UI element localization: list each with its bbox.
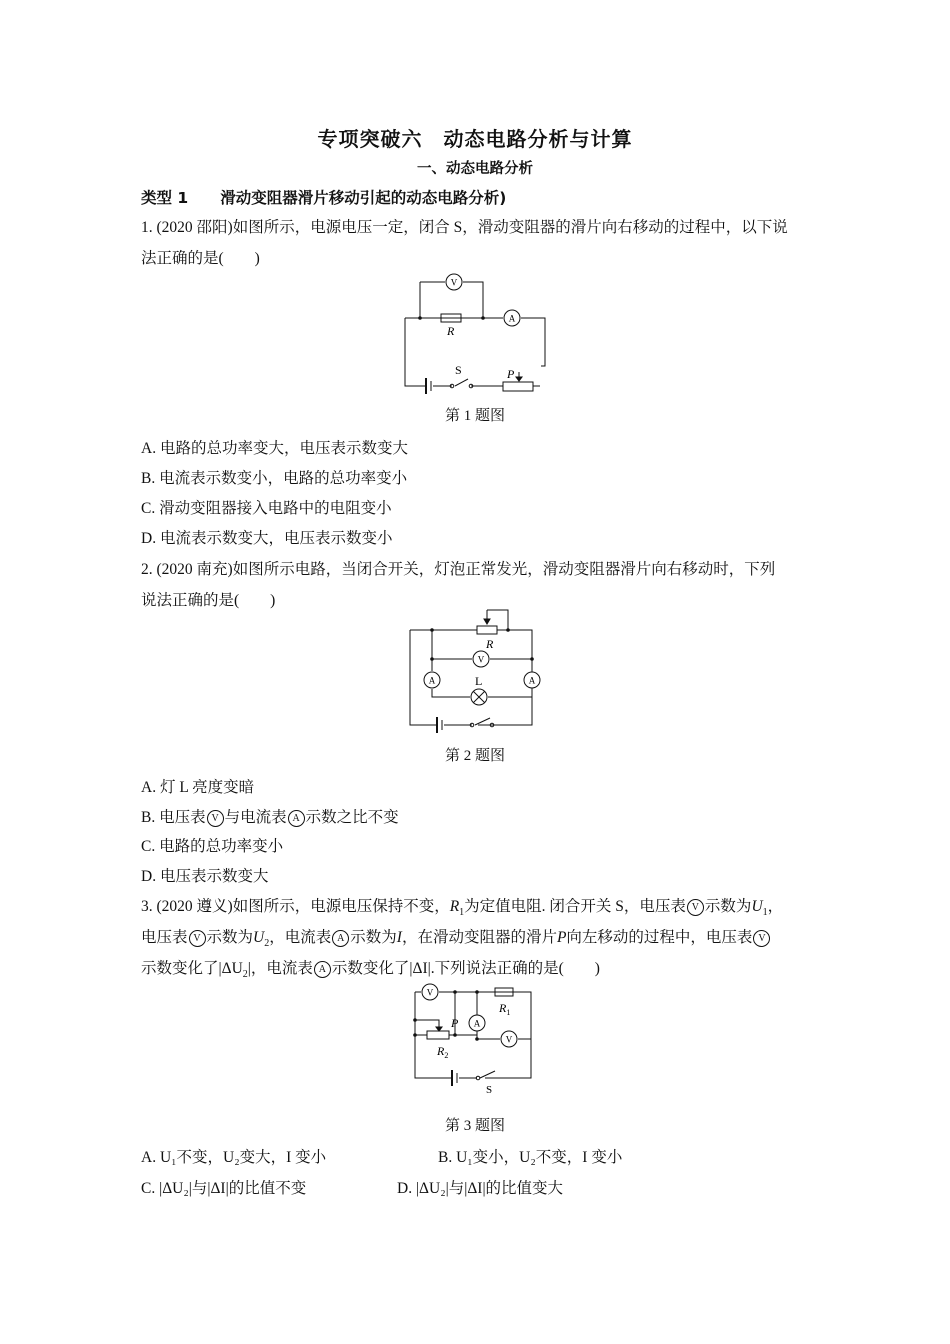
q3-r2-label: $R_2$	[437, 1044, 449, 1060]
q3-option-d: D. |ΔU₂|与|ΔI|的比值变大	[397, 1180, 564, 1197]
q3-stem-line3: 示数变化了$|\Delta U_2|$，电流表 A 示数变化了|ΔI|.下列说法正确的是( )	[141, 960, 600, 981]
q2-option-b: B. 电压表 V 与电流表 A 示数之比不变	[141, 809, 399, 826]
q1-stem-line1: 1. (2020 邵阳)如图所示，电源电压一定，闭合 S，滑动变阻器的滑片向右移动的过程中，以下说	[141, 219, 788, 236]
q3-figure-caption: 第 3 题图	[444, 1118, 505, 1134]
q3-option-a: A. U₁不变，U₂变大，I 变小	[141, 1149, 327, 1166]
q2-stem-line1: 2. (2020 南充)如图所示电路，当闭合开关，灯泡正常发光，滑动变阻器滑片向右移动时，下列	[141, 561, 776, 578]
q2-figure-caption: 第 2 题图	[444, 748, 505, 764]
voltmeter-symbol-icon: V	[687, 899, 704, 916]
q1-option-b: B. 电流表示数变小，电路的总功率变小	[141, 470, 408, 487]
q2-resistor-label: R	[486, 637, 494, 651]
voltmeter-symbol-icon: V	[207, 810, 224, 827]
type-heading	[141, 186, 506, 208]
q2-stem-line2: 说法正确的是( )	[141, 592, 276, 609]
q2-lamp-label: L	[475, 674, 483, 688]
ammeter-symbol-icon: A	[314, 961, 331, 978]
q3-r1-label: $R_1$	[499, 1001, 511, 1017]
q1-option-a: A. 电路的总功率变大，电压表示数变大	[141, 440, 408, 457]
q1-stem-line2: 法正确的是( )	[141, 250, 260, 267]
q3-option-c: C. |ΔU₂|与|ΔI|的比值不变	[141, 1180, 307, 1197]
q1-slider-label: P	[507, 367, 515, 381]
q2-option-c: C. 电路的总功率变小	[141, 838, 284, 855]
q1-figure-caption: 第 1 题图	[444, 408, 505, 424]
q3-voltmeter2-label: V	[505, 1034, 513, 1045]
q1-resistor-label: R	[447, 324, 455, 338]
q3-stem-line2: 电压表 V 示数为$U_2$，电流表 A 示数为I，在滑动变阻器的滑片P向左移动的过程中，电压表 V	[141, 925, 771, 949]
q3-voltmeter1-label: V	[426, 987, 434, 998]
q2-circuit-diagram	[402, 605, 552, 737]
q2-option-d: D. 电压表示数变大	[141, 868, 269, 885]
q1-voltmeter-label: V	[450, 277, 458, 288]
q1-switch-label: S	[455, 363, 462, 377]
q3-option-b: B. U₁变小，U₂不变，I 变小	[438, 1149, 623, 1166]
ammeter-symbol-icon: A	[288, 810, 305, 827]
type-title: 滑动变阻器滑片移动引起的动态电路分析)	[220, 189, 507, 207]
q3-ammeter-label: A	[473, 1018, 481, 1029]
page-title: 专项突破六 动态电路分析与计算	[317, 127, 633, 151]
voltmeter-symbol-icon: V	[753, 930, 770, 947]
q2-ammeter2-label: A	[528, 675, 536, 686]
q3-circuit-diagram	[405, 980, 540, 1096]
q3-slider-label: P	[451, 1016, 459, 1030]
q2-option-a: A. 灯 L 亮度变暗	[141, 779, 255, 796]
q1-ammeter-label: A	[508, 313, 516, 324]
voltmeter-symbol-icon: V	[189, 930, 206, 947]
q1-option-c: C. 滑动变阻器接入电路中的电阻变小	[141, 500, 392, 517]
q2-voltmeter-label: V	[477, 654, 485, 665]
ammeter-symbol-icon: A	[332, 930, 349, 947]
q3-stem-line1: 3. (2020 遵义)如图所示，电源电压保持不变，$R_1$为定值电阻. 闭合开关 S，电压表 V 示数为$U_1$，	[141, 898, 784, 919]
type-label: 类型 1	[141, 189, 189, 207]
q2-ammeter1-label: A	[428, 675, 436, 686]
q1-circuit-diagram	[395, 268, 555, 396]
section-heading: 一、动态电路分析	[417, 161, 533, 177]
q2-lamp-icon	[471, 689, 487, 705]
q1-option-d: D. 电流表示数变大，电压表示数变小	[141, 530, 393, 547]
q3-switch-label: S	[486, 1084, 493, 1096]
